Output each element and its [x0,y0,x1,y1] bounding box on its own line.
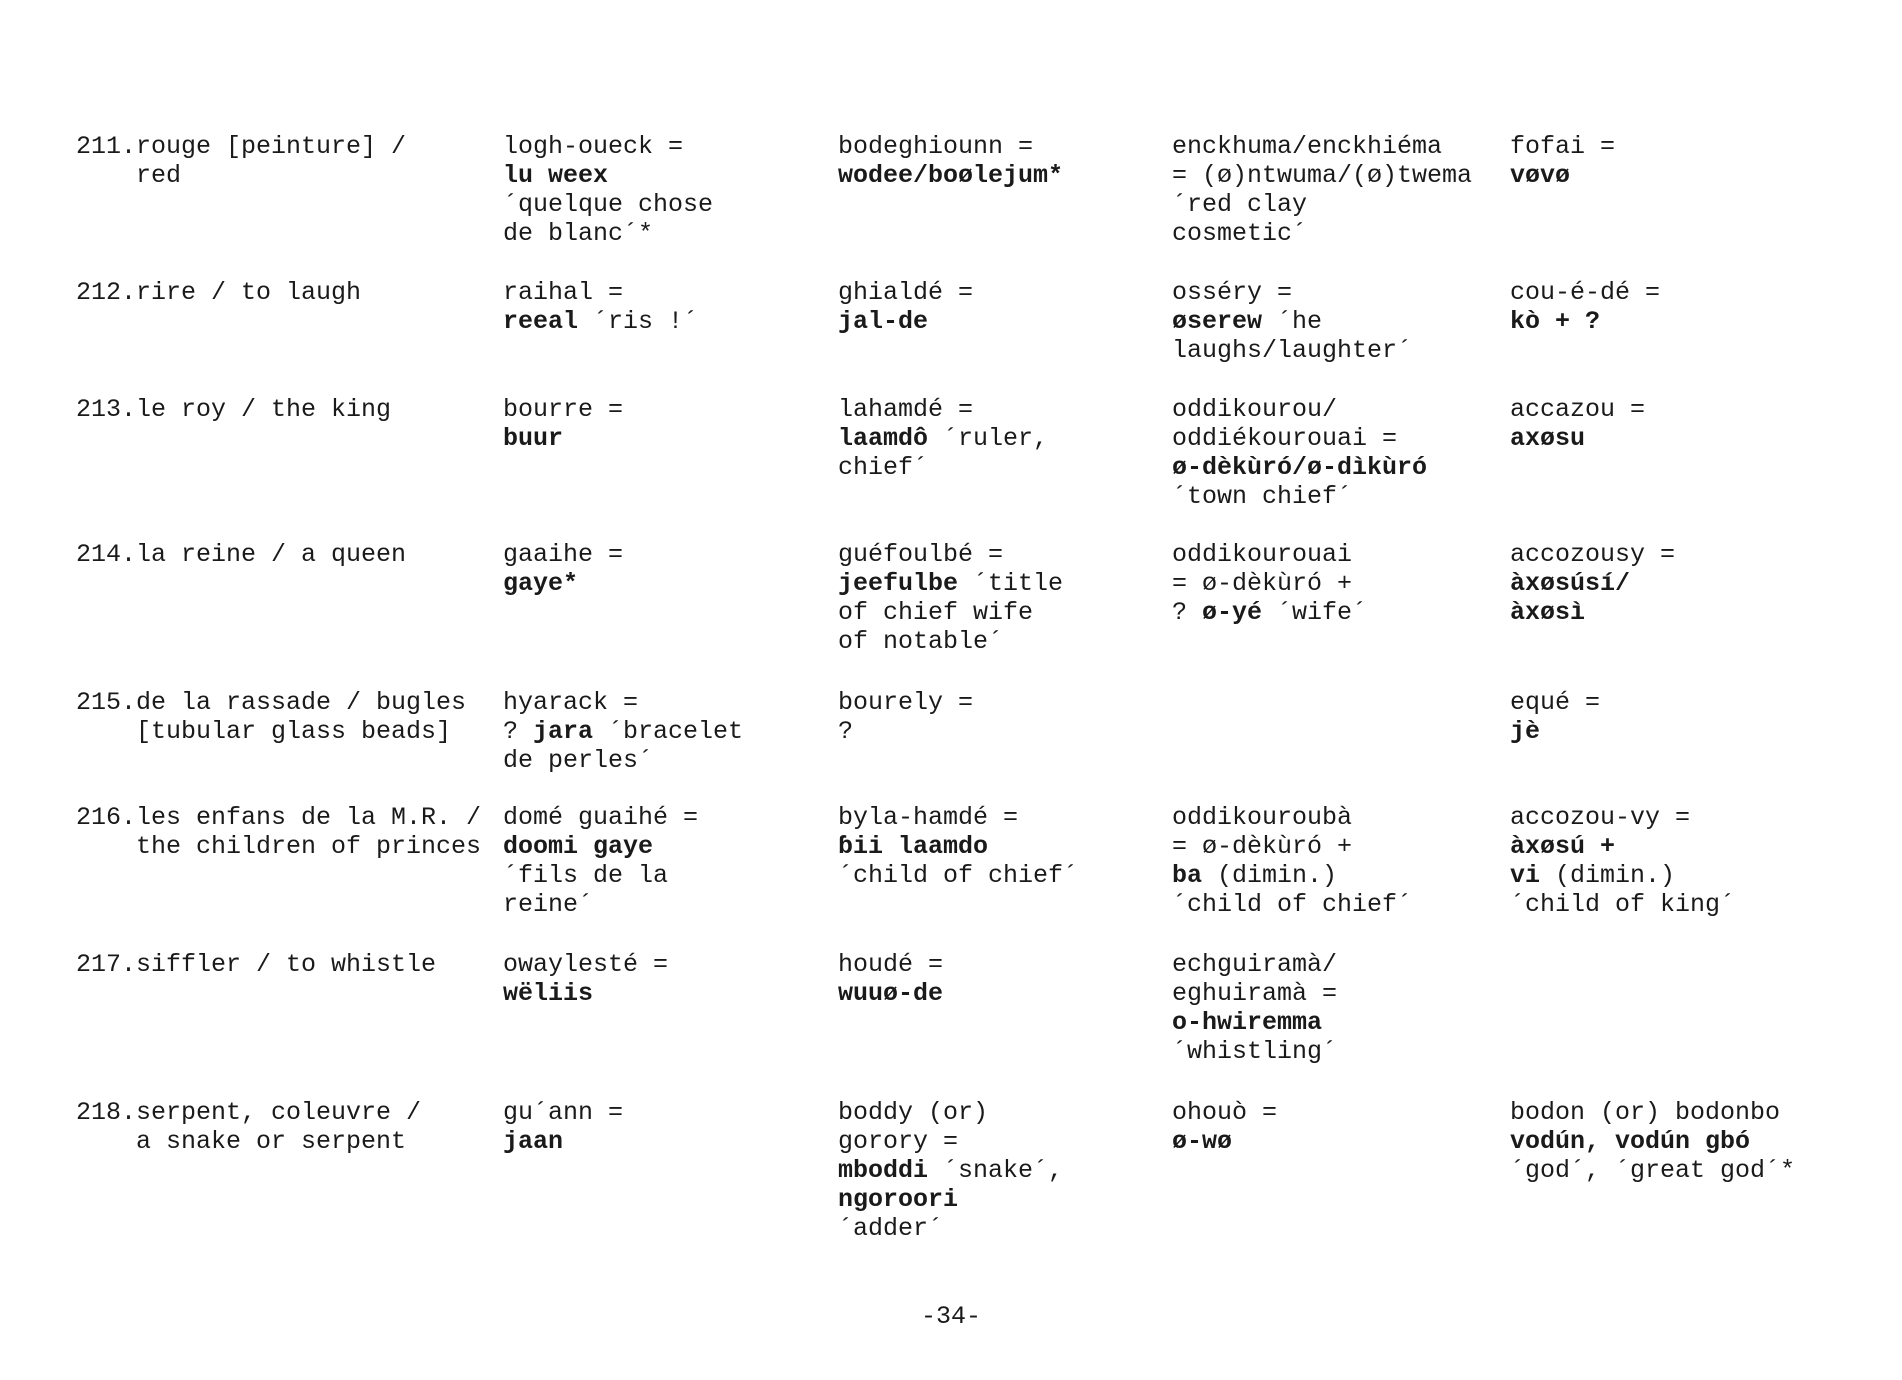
language-cell [838,540,1158,656]
language-cell [838,132,1158,190]
form-line [503,1127,823,1156]
form-line [838,627,1158,656]
reconstructed-form: mboddi [838,1156,929,1185]
entry-gloss [136,950,486,979]
gloss-line: rire / to laugh [136,278,362,307]
reconstructed-form: àxøsì [1510,598,1586,627]
language-cell [1172,540,1502,627]
reconstructed-form: jaan [503,1127,564,1156]
form-line [838,717,1158,746]
entry-number: 213. [76,395,137,424]
recorded-form: oddikourouai [1172,540,1353,569]
reconstructed-form: reeal [503,307,579,336]
form-line [503,688,823,717]
recorded-form: gorory = [838,1127,959,1156]
entry-gloss [136,540,486,569]
recorded-form: ? [503,717,534,746]
gloss-note: ´ris !´ [578,307,699,336]
recorded-form: houdé = [838,950,944,979]
recorded-form: laughs/laughter´ [1172,336,1413,365]
reconstructed-form: ø-dèkùró/ø-dìkùró [1172,453,1428,482]
form-line [503,190,823,219]
form-line [1172,424,1502,453]
form-line [1172,598,1502,627]
form-line [503,861,823,890]
entry-gloss [136,132,486,190]
form-line [1172,540,1502,569]
form-line [1172,832,1502,861]
reconstructed-form: o-hwiremma [1172,1008,1323,1037]
recorded-form: domé guaihé = [503,803,699,832]
form-line [838,832,1158,861]
form-line [1510,278,1890,307]
form-line [503,832,823,861]
form-line [838,803,1158,832]
reconstructed-form: vøvø [1510,161,1571,190]
recorded-form: ´fils de la [503,861,669,890]
recorded-form: = (ø)ntwuma/(ø)twema [1172,161,1473,190]
form-line [503,569,823,598]
gloss-note: (dimin.) [1202,861,1338,890]
recorded-form: cosmetic´ [1172,219,1308,248]
reconstructed-form: laamdô [838,424,929,453]
form-line [838,1127,1158,1156]
form-line [1510,1098,1890,1127]
language-cell [1510,395,1890,453]
recorded-form: boddy (or) [838,1098,989,1127]
recorded-form: de perles´ [503,746,654,775]
language-cell [503,540,823,598]
form-line [1172,890,1502,919]
language-cell [1510,803,1890,919]
form-line [1172,803,1502,832]
reconstructed-form: àxøsúsí/ [1510,569,1631,598]
reconstructed-form: wëliis [503,979,594,1008]
gloss-line: la reine / a queen [136,540,407,569]
entry-number: 215. [76,688,137,717]
reconstructed-form: axøsu [1510,424,1586,453]
form-line [503,890,823,919]
language-cell [1172,132,1502,248]
recorded-form: ? [1172,598,1203,627]
form-line [503,803,823,832]
recorded-form: of notable´ [838,627,1004,656]
form-line [838,1185,1158,1214]
gloss-note: ´he [1262,307,1323,336]
reconstructed-form: wuuø-de [838,979,944,1008]
form-line [1172,1127,1502,1156]
recorded-form: chief´ [838,453,929,482]
entry-number: 211. [76,132,137,161]
form-line [1172,453,1502,482]
gloss-note: ´snake´, [928,1156,1064,1185]
reconstructed-form: øserew [1172,307,1263,336]
entry-gloss [136,278,486,307]
form-line [503,950,823,979]
form-line [503,1098,823,1127]
gloss-note: (dimin.) [1540,861,1676,890]
form-line [1172,190,1502,219]
language-cell [503,803,823,919]
language-cell [503,688,823,775]
reconstructed-form: jeefulbe [838,569,959,598]
language-cell [838,803,1158,890]
gloss-line: [tubular glass beads] [136,717,452,746]
form-line [1172,569,1502,598]
reconstructed-form: buur [503,424,564,453]
language-cell [1510,132,1890,190]
recorded-form: ohouò = [1172,1098,1278,1127]
form-line [1172,979,1502,1008]
recorded-form: ´whistling´ [1172,1037,1338,1066]
gloss-line: rouge [peinture] / [136,132,407,161]
recorded-form: oddiékourouai = [1172,424,1398,453]
entry-gloss [136,803,486,861]
form-line [838,979,1158,1008]
form-line [1510,717,1890,746]
language-cell [1172,950,1502,1066]
reconstructed-form: jè [1510,717,1541,746]
form-line [1172,219,1502,248]
language-cell [503,132,823,248]
form-line [1172,161,1502,190]
language-cell [503,395,823,453]
reconstructed-form: ø-yé [1202,598,1263,627]
form-line [1510,598,1890,627]
form-line [1510,803,1890,832]
form-line [1510,569,1890,598]
reconstructed-form: vi [1510,861,1541,890]
recorded-form: owaylesté = [503,950,669,979]
reconstructed-form: wodee/boølejum* [838,161,1064,190]
recorded-form: echguiramà/ [1172,950,1338,979]
recorded-form: oddikourou/ [1172,395,1338,424]
language-cell [1172,278,1502,365]
recorded-form: ghialdé = [838,278,974,307]
recorded-form: guéfoulbé = [838,540,1004,569]
gloss-line: red [136,161,182,190]
language-cell [503,1098,823,1156]
form-line [503,278,823,307]
form-line [838,1214,1158,1243]
recorded-form: fofai = [1510,132,1616,161]
language-cell [1172,395,1502,511]
language-cell [1510,278,1890,336]
gloss-note: ´wife´ [1262,598,1368,627]
form-line [838,569,1158,598]
form-line [1510,307,1890,336]
form-line [1510,890,1890,919]
recorded-form: raihal = [503,278,624,307]
form-line [503,540,823,569]
form-line [1172,1098,1502,1127]
form-line [838,307,1158,336]
recorded-form: bodeghiounn = [838,132,1034,161]
reconstructed-form: àxøsú + [1510,832,1616,861]
form-line [1510,832,1890,861]
recorded-form: logh-oueck = [503,132,684,161]
form-line [838,540,1158,569]
form-line [1510,395,1890,424]
reconstructed-form: vodún, vodún gbó [1510,1127,1751,1156]
entry-number: 212. [76,278,137,307]
recorded-form: bourre = [503,395,624,424]
recorded-form: ´god´, ´great god´* [1510,1156,1796,1185]
recorded-form: de blanc´* [503,219,654,248]
reconstructed-form: lu weex [503,161,609,190]
recorded-form: ´quelque chose [503,190,714,219]
form-line [1510,540,1890,569]
reconstructed-form: doomi gaye [503,832,654,861]
entry-gloss [136,688,486,746]
form-line [503,219,823,248]
recorded-form: gaaihe = [503,540,624,569]
reconstructed-form: kò + ? [1510,307,1601,336]
form-line [1510,1127,1890,1156]
language-cell [838,278,1158,336]
form-line [1172,132,1502,161]
language-cell [1510,1098,1890,1185]
entry-number: 214. [76,540,137,569]
reconstructed-form: ngoroori [838,1185,959,1214]
language-cell [838,950,1158,1008]
form-line [838,598,1158,627]
form-line [1172,1037,1502,1066]
entry-gloss [136,1098,486,1156]
recorded-form: hyarack = [503,688,639,717]
recorded-form: bourely = [838,688,974,717]
recorded-form: accozousy = [1510,540,1676,569]
recorded-form: bodon (or) bodonbo [1510,1098,1781,1127]
form-line [1172,1008,1502,1037]
form-line [1172,861,1502,890]
form-line [1510,861,1890,890]
recorded-form: of chief wife [838,598,1034,627]
gloss-note: ´bracelet [593,717,744,746]
form-line [838,453,1158,482]
language-cell [838,688,1158,746]
form-line [1172,395,1502,424]
form-line [1172,278,1502,307]
form-line [1172,336,1502,365]
recorded-form: oddikouroubà [1172,803,1353,832]
form-line [838,424,1158,453]
language-cell [1172,803,1502,919]
entry-number: 217. [76,950,137,979]
form-line [503,979,823,1008]
recorded-form: accazou = [1510,395,1646,424]
form-line [838,688,1158,717]
page-number: -34- [920,1302,981,1331]
reconstructed-form: jara [533,717,594,746]
entry-gloss [136,395,486,424]
form-line [503,307,823,336]
gloss-line: le roy / the king [136,395,392,424]
recorded-form: byla-hamdé = [838,803,1019,832]
reconstructed-form: ø-wø [1172,1127,1233,1156]
gloss-line: a snake or serpent [136,1127,407,1156]
form-line [503,717,823,746]
reconstructed-form: jal-de [838,307,929,336]
entry-number: 216. [76,803,137,832]
recorded-form: ´adder´ [838,1214,944,1243]
form-line [503,746,823,775]
form-line [1172,307,1502,336]
reconstructed-form: gaye* [503,569,579,598]
recorded-form: eghuiramà = [1172,979,1338,1008]
form-line [1510,161,1890,190]
language-cell [503,278,823,336]
form-line [838,1156,1158,1185]
recorded-form: gu´ann = [503,1098,624,1127]
recorded-form: ´child of chief´ [1172,890,1413,919]
gloss-line: siffler / to whistle [136,950,437,979]
form-line [503,132,823,161]
form-line [838,861,1158,890]
form-line [838,278,1158,307]
language-cell [1510,540,1890,627]
recorded-form: ´town chief´ [1172,482,1353,511]
recorded-form: cou-é-dé = [1510,278,1661,307]
reconstructed-form: ba [1172,861,1203,890]
recorded-form: equé = [1510,688,1601,717]
form-line [1510,688,1890,717]
entry-number: 218. [76,1098,137,1127]
gloss-line: serpent, coleuvre / [136,1098,422,1127]
language-cell [838,395,1158,482]
language-cell [503,950,823,1008]
language-cell [838,1098,1158,1243]
form-line [1510,1156,1890,1185]
recorded-form: ´child of king´ [1510,890,1736,919]
language-cell [1172,1098,1502,1156]
recorded-form: ´red clay [1172,190,1308,219]
form-line [1510,132,1890,161]
language-cell [1510,688,1890,746]
recorded-form: lahamdé = [838,395,974,424]
recorded-form: ? [838,717,854,746]
form-line [838,1098,1158,1127]
reconstructed-form: ɓii laamdo [838,832,989,861]
form-line [503,161,823,190]
form-line [1510,424,1890,453]
recorded-form: osséry = [1172,278,1293,307]
form-line [503,395,823,424]
gloss-note: ´ruler, [928,424,1049,453]
form-line [1172,482,1502,511]
form-line [838,161,1158,190]
recorded-form: reine´ [503,890,594,919]
recorded-form: = ø-dèkùró + [1172,569,1353,598]
gloss-line: de la rassade / bugles [136,688,467,717]
form-line [1172,950,1502,979]
form-line [838,395,1158,424]
recorded-form: enckhuma/enckhiéma [1172,132,1443,161]
recorded-form: accozou-vy = [1510,803,1691,832]
gloss-line: les enfans de la M.R. / [136,803,482,832]
gloss-line: the children of princes [136,832,482,861]
gloss-note: ´title [958,569,1064,598]
recorded-form: ´child of chief´ [838,861,1079,890]
recorded-form: = ø-dèkùró + [1172,832,1353,861]
form-line [503,424,823,453]
form-line [838,950,1158,979]
form-line [838,132,1158,161]
